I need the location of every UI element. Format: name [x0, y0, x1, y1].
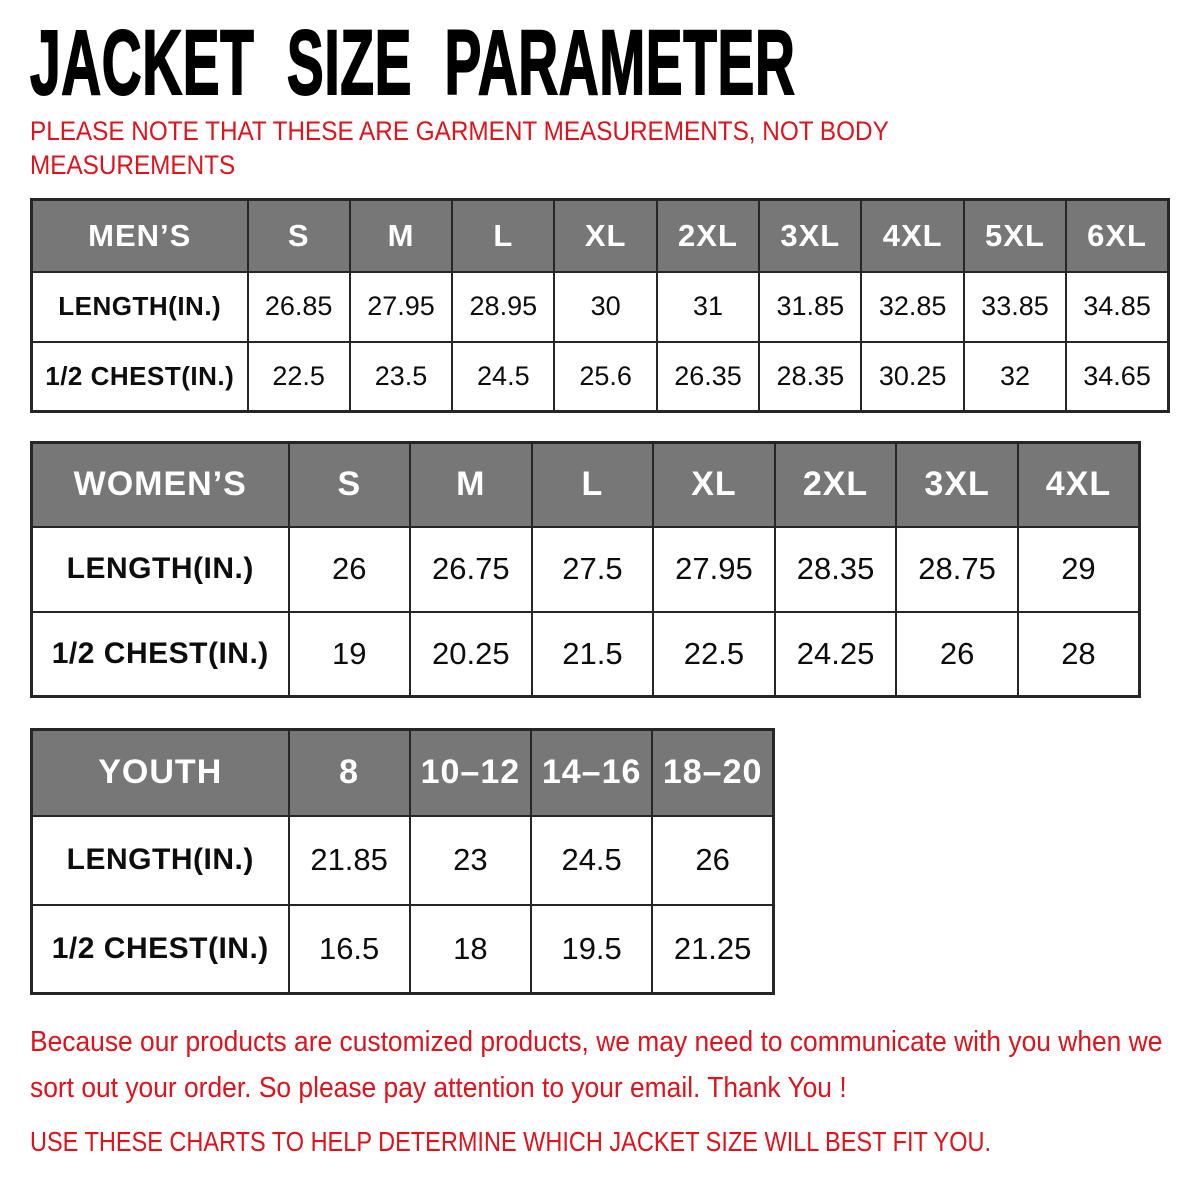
womens-size-table: [30, 441, 1141, 698]
womens-data-row: [32, 612, 1140, 697]
mens-size-header: 4XL: [861, 200, 963, 272]
value-cell: 24.5: [531, 816, 652, 905]
value-cell: 27.95: [653, 527, 775, 612]
row-label: 1/2 CHEST(IN.): [32, 612, 289, 697]
value-cell: 30.25: [861, 342, 963, 412]
value-cell: 27.5: [532, 527, 654, 612]
value-cell: 34.65: [1066, 342, 1168, 412]
youth-group-header: YOUTH: [32, 730, 289, 816]
value-cell: 23.5: [350, 342, 452, 412]
value-cell: 29: [1018, 527, 1140, 612]
womens-header-row: [32, 443, 1140, 527]
womens-group-header: WOMEN’S: [32, 443, 289, 527]
value-cell: 28: [1018, 612, 1140, 697]
womens-size-header: 4XL: [1018, 443, 1140, 527]
row-label: 1/2 CHEST(IN.): [32, 342, 248, 412]
mens-size-table: [30, 198, 1170, 413]
value-cell: 26.35: [657, 342, 759, 412]
womens-size-header: S: [289, 443, 411, 527]
youth-size-table: [30, 728, 775, 995]
mens-size-header: L: [452, 200, 554, 272]
garment-measurement-note: PLEASE NOTE THAT THESE ARE GARMENT MEASUREMENTS, NOT BODY MEASUREMENTS: [30, 116, 889, 180]
value-cell: 27.95: [350, 272, 452, 342]
value-cell: 32.85: [861, 272, 963, 342]
value-cell: 22.5: [248, 342, 350, 412]
womens-size-header: 2XL: [775, 443, 897, 527]
value-cell: 19.5: [531, 905, 652, 994]
youth-data-row: [32, 816, 774, 905]
value-cell: 23: [410, 816, 531, 905]
youth-size-header: 10–12: [410, 730, 531, 816]
value-cell: 18: [410, 905, 531, 994]
mens-header-row: [32, 200, 1169, 272]
chart-usage-note: USE THESE CHARTS TO HELP DETERMINE WHICH JACKET SIZE WILL BEST FIT YOU.: [30, 1126, 992, 1157]
mens-size-header: XL: [554, 200, 656, 272]
value-cell: 21.5: [532, 612, 654, 697]
value-cell: 26.75: [410, 527, 532, 612]
size-tables: [30, 198, 1170, 995]
youth-size-header: 14–16: [531, 730, 652, 816]
mens-data-row: [32, 272, 1169, 342]
value-cell: 32: [964, 342, 1066, 412]
value-cell: 16.5: [289, 905, 410, 994]
womens-size-header: 3XL: [896, 443, 1018, 527]
mens-size-header: 5XL: [964, 200, 1066, 272]
value-cell: 25.6: [554, 342, 656, 412]
row-label: LENGTH(IN.): [32, 816, 289, 905]
womens-size-header: L: [532, 443, 654, 527]
value-cell: 26: [652, 816, 773, 905]
value-cell: 21.25: [652, 905, 773, 994]
value-cell: 24.5: [452, 342, 554, 412]
mens-size-header: M: [350, 200, 452, 272]
value-cell: 28.35: [759, 342, 861, 412]
womens-size-header: M: [410, 443, 532, 527]
row-label: LENGTH(IN.): [32, 527, 289, 612]
womens-size-header: XL: [653, 443, 775, 527]
value-cell: 31: [657, 272, 759, 342]
mens-size-header: 6XL: [1066, 200, 1168, 272]
mens-group-header: MEN’S: [32, 200, 248, 272]
womens-data-row: [32, 527, 1140, 612]
mens-size-header: 2XL: [657, 200, 759, 272]
mens-data-row: [32, 342, 1169, 412]
value-cell: 24.25: [775, 612, 897, 697]
value-cell: 33.85: [964, 272, 1066, 342]
youth-size-header: 18–20: [652, 730, 773, 816]
value-cell: 22.5: [653, 612, 775, 697]
value-cell: 31.85: [759, 272, 861, 342]
youth-size-header: 8: [289, 730, 410, 816]
value-cell: 26: [289, 527, 411, 612]
value-cell: 26.85: [248, 272, 350, 342]
value-cell: 26: [896, 612, 1018, 697]
youth-header-row: [32, 730, 774, 816]
value-cell: 21.85: [289, 816, 410, 905]
value-cell: 28.35: [775, 527, 897, 612]
row-label: LENGTH(IN.): [32, 272, 248, 342]
value-cell: 34.85: [1066, 272, 1168, 342]
mens-size-header: 3XL: [759, 200, 861, 272]
value-cell: 19: [289, 612, 411, 697]
value-cell: 30: [554, 272, 656, 342]
page-title: JACKET SIZE PARAMETER: [30, 12, 796, 114]
customization-communication-note: Because our products are customized products, we may need to communicate with you when we sort out your order. So please pay attention to your email. Thank You !: [30, 1026, 1163, 1104]
value-cell: 20.25: [410, 612, 532, 697]
mens-size-header: S: [248, 200, 350, 272]
row-label: 1/2 CHEST(IN.): [32, 905, 289, 994]
value-cell: 28.95: [452, 272, 554, 342]
value-cell: 28.75: [896, 527, 1018, 612]
youth-data-row: [32, 905, 774, 994]
